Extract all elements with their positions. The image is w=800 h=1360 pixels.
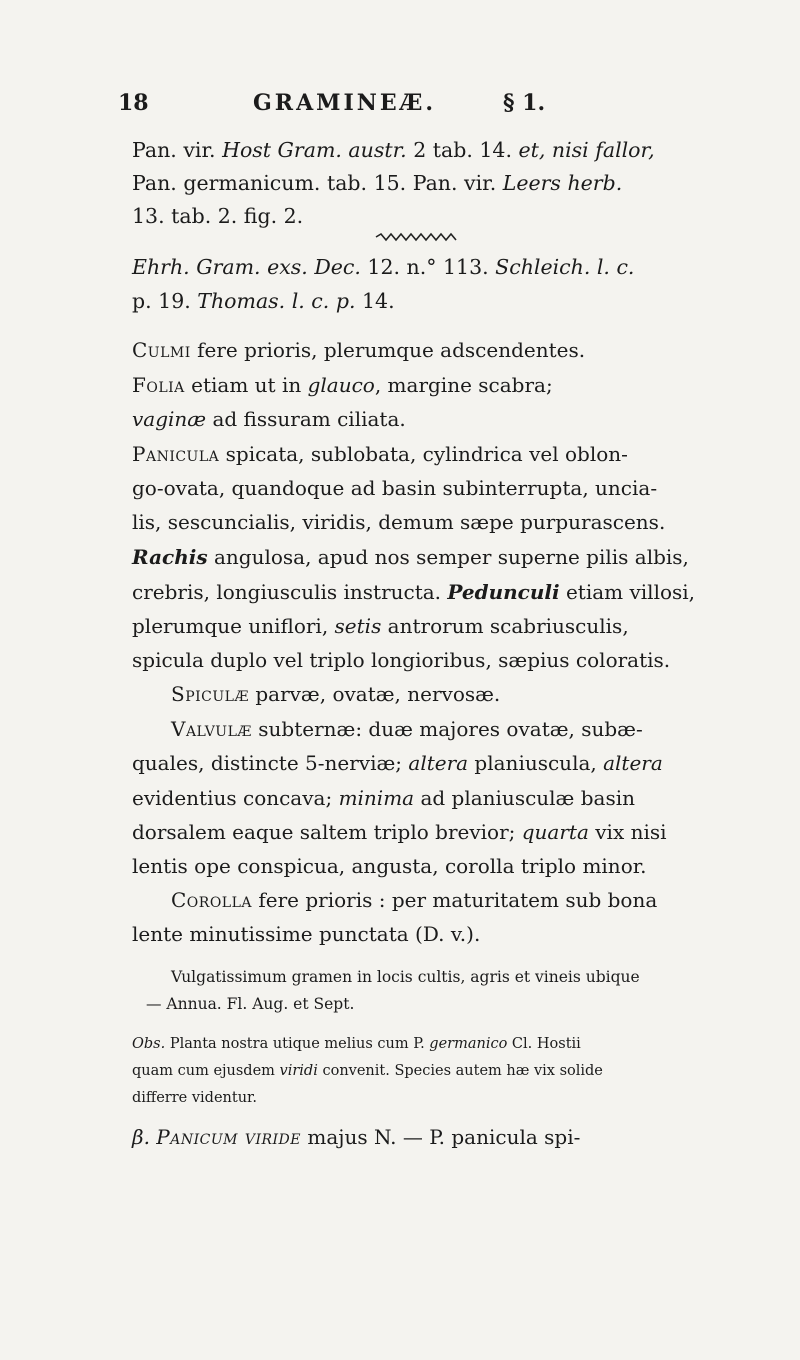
running-header bbox=[118, 90, 568, 124]
desc-line-17: Corolla fere prioris : per maturitatem sub bona bbox=[171, 888, 658, 912]
desc-line-16: lentis ope conspicua, angusta, corolla triplo minor. bbox=[132, 854, 647, 878]
desc-line-1: Culmi fere prioris, plerumque adscendentes. bbox=[132, 338, 586, 362]
desc-line-3: vaginæ ad fissuram ciliata. bbox=[132, 407, 406, 431]
habitat-line-2: — Annua. Fl. Aug. et Sept. bbox=[146, 995, 355, 1013]
habitat-line-1: Vulgatissimum gramen in locis cultis, agris et vineis ubique bbox=[171, 968, 640, 986]
ref-line-5: p. 19. Thomas. l. c. p. 14. bbox=[132, 289, 395, 313]
desc-line-4: Panicula spicata, sublobata, cylindrica vel oblon- bbox=[132, 442, 628, 466]
page-number: 18 bbox=[118, 90, 149, 116]
variety-line: β. Panicum viride majus N. — P. panicula spi- bbox=[132, 1125, 581, 1149]
desc-line-2: Folia etiam ut in glauco, margine scabra; bbox=[132, 373, 553, 397]
ref-line-1: Pan. vir. Host Gram. austr. 2 tab. 14. et, nisi fallor, bbox=[132, 138, 655, 162]
desc-line-5: go-ovata, quandoque ad basin subinterrupta, uncia- bbox=[132, 476, 658, 500]
obs-line-3: differre videntur. bbox=[132, 1090, 257, 1106]
desc-line-9: plerumque uniflori, setis antrorum scabriusculis, bbox=[132, 614, 629, 638]
desc-line-10: spicula duplo vel triplo longioribus, sæpius coloratis. bbox=[132, 648, 671, 672]
obs-line-2: quam cum ejusdem viridi convenit. Species autem hæ vix solide bbox=[132, 1063, 603, 1079]
desc-line-11: Spiculæ parvæ, ovatæ, nervosæ. bbox=[171, 682, 501, 706]
desc-line-6: lis, sescuncialis, viridis, demum sæpe purpurascens. bbox=[132, 510, 666, 534]
running-title: GRAMINEÆ. bbox=[253, 90, 437, 116]
wavy-separator bbox=[374, 232, 464, 242]
desc-line-18: lente minutissime punctata (D. v.). bbox=[132, 922, 481, 946]
desc-line-8: crebris, longiusculis instructa. Pedunculi etiam villosi, bbox=[132, 580, 696, 604]
desc-line-13: quales, distincte 5-nerviæ; altera planiuscula, altera bbox=[132, 751, 663, 775]
desc-line-7: Rachis angulosa, apud nos semper superne pilis albis, bbox=[132, 545, 689, 569]
ref-line-3: 13. tab. 2. fig. 2. bbox=[132, 204, 304, 228]
obs-line-1: Obs. Planta nostra utique melius cum P. germanico Cl. Hostii bbox=[132, 1036, 581, 1052]
desc-line-14: evidentius concava; minima ad planiusculæ basin bbox=[132, 786, 635, 810]
ref-line-2: Pan. germanicum. tab. 15. Pan. vir. Leers herb. bbox=[132, 171, 623, 195]
ref-line-4: Ehrh. Gram. exs. Dec. 12. n.° 113. Schleich. l. c. bbox=[132, 255, 635, 279]
section-mark: § 1. bbox=[503, 90, 546, 116]
desc-line-12: Valvulæ subternæ: duæ majores ovatæ, subæ- bbox=[171, 717, 643, 741]
desc-line-15: dorsalem eaque saltem triplo brevior; quarta vix nisi bbox=[132, 820, 667, 844]
